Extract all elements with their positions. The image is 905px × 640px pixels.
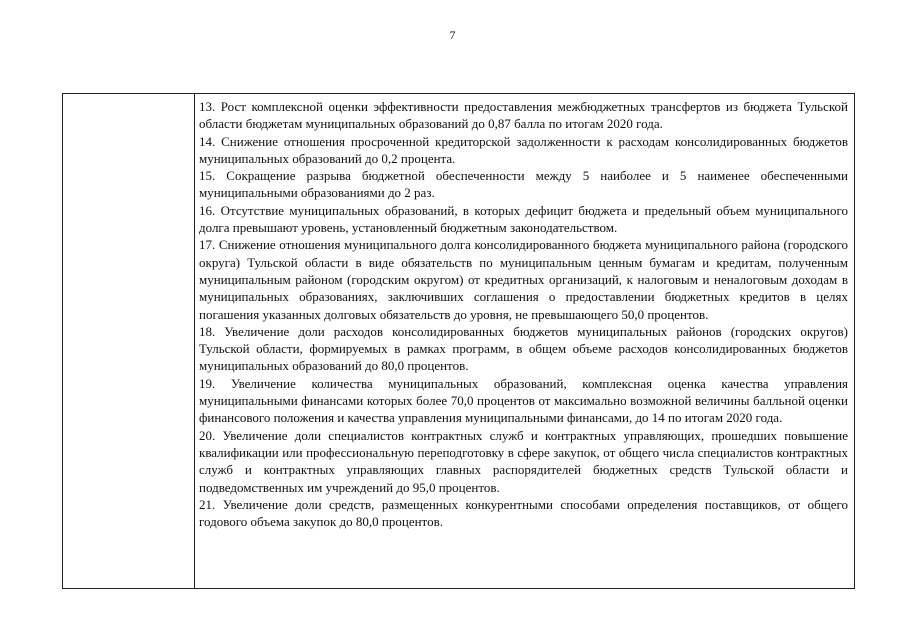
indicators-table xyxy=(62,93,855,589)
indicator-item-15: 15. Сокращение разрыва бюджетной обеспеченности между 5 наиболее и 5 наименее обеспеченными муниципальными образованиями до 2 раз. xyxy=(199,168,848,201)
table-right-cell xyxy=(195,94,854,588)
table-left-cell xyxy=(63,94,195,588)
indicator-item-20: 20. Увеличение доли специалистов контрактных служб и контрактных управляющих, прошедших повышение квалификации или профессиональную переподготовку в сфере закупок, от общего числа специалистов контрактных служб и контрактных управляющих главных распорядителей бюджетных средств Тульской области и подведомственных им учреждений до 95,0 процентов. xyxy=(199,427,848,495)
indicator-item-19: 19. Увеличение количества муниципальных образований, комплексная оценка качества управления муниципальными финансами которых более 70,0 процентов от максимально возможной величины балльной оценки финансового положения и качества управления муниципальными финансами, до 14 по итогам 2020 года. xyxy=(199,375,848,426)
indicator-item-16: 16. Отсутствие муниципальных образований, в которых дефицит бюджета и предельный объем муниципального долга превышают уровень, установленный бюджетным законодательством. xyxy=(199,202,848,236)
indicator-item-18: 18. Увеличение доли расходов консолидированных бюджетов муниципальных районов (городских округов) Тульской области, формируемых в рамках программ, в общем объеме расходов консолидированных бюджетов муниципальных образований до 80,0 процентов. xyxy=(199,323,848,374)
indicator-item-17: 17. Снижение отношения муниципального долга консолидированного бюджета муниципального района (городского округа) Тульской области в виде обязательств по муниципальным ценным бумагам и кредитам, полученным муниципальным районом (городским округом) от кредитных организаций, к налоговым и неналоговым доходам в муниципальных образованиях, заключивших соглашения о предоставлении бюджетных кредитов в целях погашения указанных долговых обязательств до уровня, не превышающего 50,0 процентов. xyxy=(199,237,848,322)
indicator-item-13: 13. Рост комплексной оценки эффективности предоставления межбюджетных трансфертов из бюджета Тульской области бюджетам муниципальных образований до 0,87 балла по итогам 2020 года. xyxy=(199,99,848,132)
indicator-item-14: 14. Снижение отношения просроченной кредиторской задолженности к расходам консолидированных бюджетов муниципальных образований до 0,2 процента. xyxy=(199,133,848,166)
page-number: 7 xyxy=(449,28,456,42)
indicator-item-21: 21. Увеличение доли средств, размещенных конкурентными способами определения поставщиков, от общего годового объема закупок до 80,0 процентов. xyxy=(199,496,848,530)
